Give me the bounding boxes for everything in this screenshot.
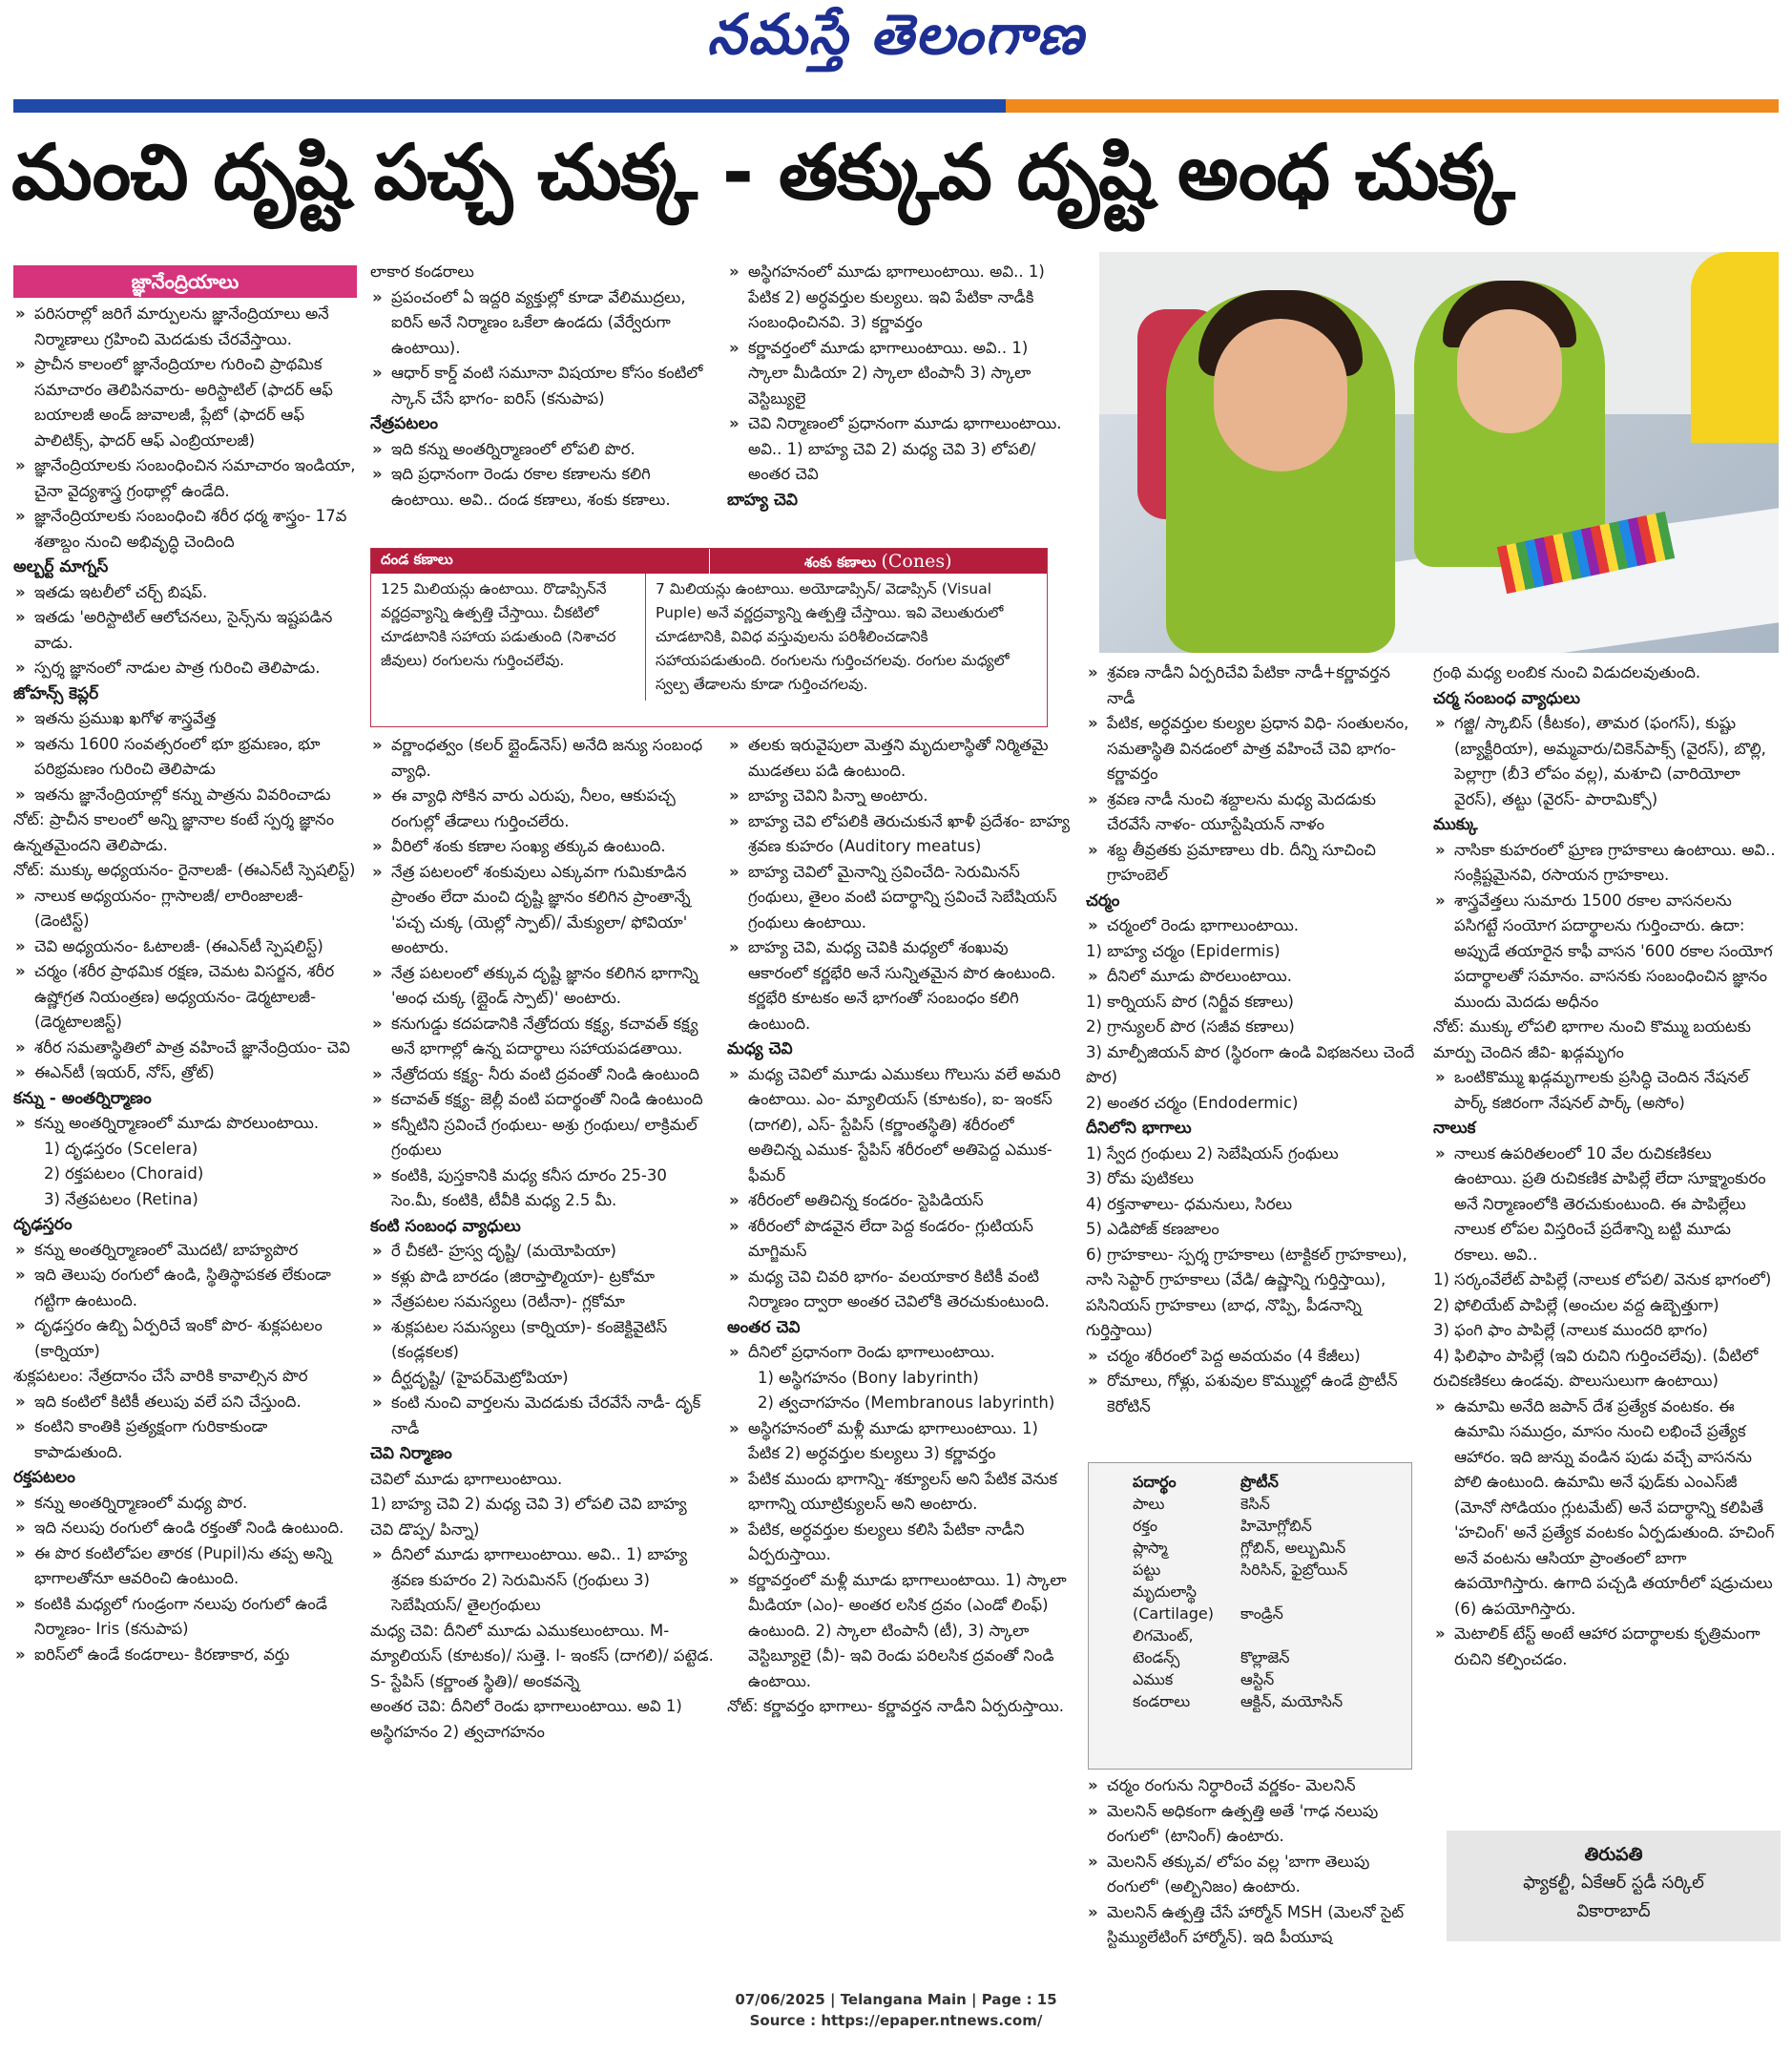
bullet-item: » స్పర్శ జ్ఞానంలో నాడుల పాత్ర గురించి తెలిపాడు. <box>13 656 357 681</box>
protein-substance: పట్టు <box>1133 1561 1161 1579</box>
bullet-item: » శబ్ద తీవ్రతకు ప్రమాణాలు db. దీన్ని సూచించి గ్రాహంబెల్ <box>1086 838 1420 889</box>
bullet-item: » కన్ను అంతర్నిర్మాణంలో మొదటి/ బాహ్యపొర <box>13 1238 357 1264</box>
bullet-item: » నేత్ర పటలంలో తక్కువ దృష్టి జ్ఞానం కలిగిన భాగాన్ని 'అంధ చుక్క (బ్లైండ్ స్పాట్)' అంటారు. <box>370 961 714 1012</box>
bullet-item: » చెవి అధ్యయనం- ఓటాలజీ- (ఈఎన్‌టీ స్పెషలిస్ట్) <box>13 934 357 960</box>
column-3-top-body <box>727 260 1071 513</box>
column-2-top <box>370 260 714 555</box>
column-2-bottom <box>370 733 714 1974</box>
bullet-item: » శాస్త్రవేత్తలు సుమారు 1500 రకాల వాసనలను పసిగట్టే సంయోగ పదార్థాలను గుర్తించారు. ఉదా: అప్పుడే తయారైన కాఫీ వాసన '600 రకాల సంయోగ పదార్థాలతో సమానం. వాసనకు సంబంధించిన జ్ఞానం ముందు మెదడు అధీనం <box>1433 889 1779 1016</box>
column-5 <box>1433 660 1779 1815</box>
bullet-item: » బాహ్య చెవిని పిన్నా అంటారు. <box>727 784 1071 809</box>
protein-table-header <box>1102 1471 1398 1493</box>
subheading: మధ్య చెవి <box>727 1039 793 1058</box>
bullet-item: » తలకు ఇరువైపులా మెత్తని మృదులాస్థితో నిర్మితమై ముడతలు పడి ఉంటుంది. <box>727 733 1071 784</box>
bullet-item: » రోమాలు, గోళ్లు, పశువుల కొమ్ముల్లో ఉండే ప్రొటీన్ కెరోటిన్ <box>1086 1369 1420 1419</box>
protein-row <box>1102 1603 1398 1624</box>
bullet-item: » చెవి నిర్మాణంలో ప్రధానంగా మూడు భాగాలుంటాయి. అవి.. 1) బాహ్య చెవి 2) మధ్య చెవి 3) లోపలి/ అంతర చెవి <box>727 411 1071 488</box>
protein-substance: టెండన్స్ <box>1133 1648 1180 1666</box>
protein-substance: పాలు <box>1133 1495 1165 1513</box>
bullet-item: » కర్ణావర్తంలో మళ్లీ మూడు భాగాలుంటాయి. 1) స్కాలా మీడియా (ఎం)- అంతర లసిక ద్రవం (ఎండో లింఫ్) ఉంటుంది. 2) స్కాలా టింపానీ (టీ), 3) స్కాలా వెస్టిబ్యూలై (వీ)- ఇవి రెండు పరిలసిక ద్రవంతో నిండి ఉంటాయి. <box>727 1568 1071 1695</box>
paragraph: నోట్: ముక్కు లోపలి భాగాల నుంచి కొమ్ము బయటకు మార్పు చెందిన జీవి- ఖడ్గమృగం <box>1433 1017 1751 1061</box>
protein-name: కాండ్రిన్ <box>1240 1604 1283 1623</box>
column-3-bottom <box>727 733 1071 1974</box>
table-head-cones-en: (Cones) <box>881 551 952 572</box>
column-1 <box>13 265 357 1974</box>
bullet-item: » చర్మంలో రెండు భాగాలుంటాయి. <box>1086 913 1420 939</box>
protein-substance: మృదులాస్థి <box>1133 1582 1198 1601</box>
bullet-item: » అస్థిగహనంలో మళ్లీ మూడు భాగాలుంటాయి. 1) పేటిక 2) అర్ధవర్తుల కుల్యలు 3) కర్ణావర్తం <box>727 1416 1071 1467</box>
masthead-rule-blue <box>13 99 1006 113</box>
bullet-item: » ప్రాచీన కాలంలో జ్ఞానేంద్రియాల గురించి ప్రాథమిక సమాచారం తెలిపినవారు- అరిస్టాటిల్ (ఫాదర్ ఆఫ్ బయాలజీ అండ్ జువాలజీ, ప్లేటో (ఫాదర్ ఆఫ్ పాలిటిక్స్, ఫాదర్ ఆఫ్ ఎంబ్రియాలజీ) <box>13 352 357 453</box>
paragraph: 2) త్వచాగహనం (Membranous labyrinth) <box>758 1393 1055 1412</box>
photo-girl-left-face <box>1214 319 1347 471</box>
subheading: నాలుక <box>1433 1119 1476 1138</box>
bullet-item: » పరిసరాల్లో జరిగే మార్పులను జ్ఞానేంద్రియాలు అనే నిర్మాణాలు గ్రహించి మెదడుకు చేరవేస్తాయి. <box>13 302 357 352</box>
photo-girl-left <box>1166 290 1395 653</box>
column-4-bottom-body <box>1086 1773 1420 1951</box>
paragraph: 5) ఎడిపోజ్ కణజాలం <box>1086 1220 1219 1238</box>
column-3-bottom-body <box>727 733 1071 1720</box>
paragraph: 3) ఫంగి ఫాం పాపిల్లే (నాలుక ముందరి భాగం) <box>1433 1321 1708 1339</box>
bullet-item: » చర్మం శరీరంలో పెద్ద అవయవం (4 కేజీలు) <box>1086 1344 1420 1370</box>
subheading: అల్బర్ట్ మాగ్నస్ <box>13 557 109 576</box>
protein-table <box>1088 1462 1412 1770</box>
bullet-item: » కన్నీటిని స్రవించే గ్రంథులు- అశ్రు గ్రంథులు/ లాక్రిమల్ గ్రంథులు <box>370 1113 714 1163</box>
table-header <box>371 549 1047 574</box>
protein-row <box>1102 1559 1398 1581</box>
bullet-item: » ఈ వ్యాధి సోకిన వారు ఎరుపు, నీలం, ఆకుపచ్చ రంగుల్లో తేడాలు గుర్తించలేరు. <box>370 784 714 834</box>
bullet-item: » నేత్రపటల సమస్యలు (రెటీనా)- గ్లకోమా <box>370 1289 714 1315</box>
bullet-item: » పేటిక, అర్ధవర్తుల కుల్యలు కలిసి పేటికా నాడీని ఏర్పరుస్తాయి. <box>727 1518 1071 1568</box>
masthead-rule-orange <box>1006 99 1779 113</box>
table-cell-cones: 7 మిలియన్లు ఉంటాయి. అయోడాప్సిన్/ వెడాప్సిన్ (Visual Puple) అనే వర్ణద్రవ్యాన్ని ఉత్పత్తి చేస్తాయి. ఇవి వెలుతురులో చూడటానికి, వివిధ వస్తువులను పరిశీలించడానికి సహాయపడుతుంది. రంగులను గుర్తించగలవు. రంగుల మధ్యలో స్వల్ప తేడాలను కూడా గుర్తించగలవు. <box>656 580 1010 693</box>
protein-substance: రక్తం <box>1133 1517 1157 1535</box>
table-body <box>371 574 1047 701</box>
protein-row <box>1102 1515 1398 1537</box>
rods-cones-table <box>370 548 1048 727</box>
bullet-item: » కంటికి మధ్యలో గుండ్రంగా నలుపు రంగులో ఉండే నిర్మాణం- Iris (కనుపాప) <box>13 1592 357 1643</box>
subheading: చెవి నిర్మాణం <box>370 1444 452 1463</box>
column-2-top-body <box>370 260 714 513</box>
protein-substance: (Cartilage) <box>1133 1604 1215 1623</box>
subheading: ముక్కు <box>1433 815 1478 834</box>
bullet-item: » కంటికి, పుస్తకానికి మధ్య కనీస దూరం 25-30 సెం.మీ, కంటికి, టీవీకి మధ్య 2.5 మీ. <box>370 1163 714 1214</box>
bullet-item: » ఇది కన్ను అంతర్నిర్మాణంలో లోపలి పొర. <box>370 437 714 463</box>
bullet-item: » దీనిలో మూడు పొరలుంటాయి. <box>1086 964 1420 990</box>
bullet-item: » ఆధార్ కార్డ్ వంటి సమూనా విషయాల కోసం కంటిలో స్కాన్ చేసే భాగం- ఐరిస్ (కనుపాప) <box>370 361 714 411</box>
bullet-item: » బాహ్య చెవి లోపలికి తెరుచుకునే ఖాళీ ప్రదేశం- బాహ్య శ్రవణ కుహరం (Auditory meatus) <box>727 809 1071 860</box>
paragraph: 2) రక్తపటలం (Choraid) <box>44 1164 204 1183</box>
subheading: కంటి సంబంధ వ్యాధులు <box>370 1216 521 1236</box>
bullet-item: » దీనిలో మూడు భాగాలుంటాయి. అవి.. 1) బాహ్య శ్రవణ కుహరం 2) సెరుమినస్ (గ్రంథులు 3) సెబేషియస్/ తైలగ్రంథులు <box>370 1542 714 1619</box>
photo-girl-right <box>1414 281 1605 567</box>
paragraph: 3) మాల్పీజియన్ పొర (స్థిరంగా ఉండి విభజనలు చెందే పొర) <box>1086 1042 1415 1086</box>
column-5-body <box>1433 660 1779 1672</box>
protein-substance: లిగమెంట్, <box>1133 1626 1194 1644</box>
paragraph: 2) అంతర చర్మం (Endodermic) <box>1086 1093 1299 1112</box>
bullet-item: » కంటిని కాంతికి ప్రత్యక్షంగా గురికాకుండా కాపాడుతుంది. <box>13 1414 357 1465</box>
footer-date-edition: 07/06/2025 | Telangana Main | Page : 15 <box>735 1991 1057 2008</box>
bullet-item: » దీనిలో ప్రధానంగా రెండు భాగాలుంటాయి. <box>727 1340 1071 1366</box>
author-box <box>1447 1831 1781 1941</box>
protein-name: హిమోగ్లోబిన్ <box>1240 1517 1312 1535</box>
paragraph: నోట్: ప్రాచీన కాలంలో అన్ని జ్ఞానాల కంటే స్పర్శ జ్ఞానం ఉన్నతమైందని తెలిపాడు. <box>13 810 335 854</box>
author-role: ఫ్యాకల్టీ, ఏకేఆర్ స్టడీ సర్కిల్ <box>1523 1873 1704 1893</box>
subheading: నేత్రపటలం <box>370 414 439 433</box>
bullet-item: » చర్మం (శరీర ప్రాథమిక రక్షణ, చెమట విసర్జన, శరీర ఉష్ణోగ్రత నియంత్రణ) అధ్యయనం- డెర్మటాలజీ- (డెర్మటాలజిస్ట్) <box>13 959 357 1036</box>
protein-head-substance: పదార్థం <box>1133 1473 1177 1491</box>
bullet-item: » మెలనిన్ అధికంగా ఉత్పత్తి అతే 'గాఢ నలుపు రంగులో' (టానింగ్) ఉంటారు. <box>1086 1799 1420 1850</box>
protein-table-rows <box>1102 1493 1398 1712</box>
bullet-item: » ఈ పొర కంటిలోపల తారక (Pupil)ను తప్ప అన్ని భాగాలతోనూ ఆవరించి ఉంటుంది. <box>13 1541 357 1592</box>
protein-head-protein: ప్రొటీన్ <box>1240 1473 1279 1491</box>
bullet-item: » ఇది తెలుపు రంగులో ఉండి, స్థితిస్థాపకత లేకుండా గట్టిగా ఉంటుంది. <box>13 1263 357 1313</box>
paragraph: 1) బాహ్య చర్మం (Epidermis) <box>1086 941 1281 960</box>
protein-name: గ్లోబిన్, అల్బుమిన్ <box>1240 1539 1346 1557</box>
subheading: చర్మం <box>1086 890 1120 911</box>
bullet-item: » శరీరంలో పొడవైన లేదా పెద్ద కండరం- గ్లుటియస్ మాగ్జిమస్ <box>727 1214 1071 1265</box>
bullet-item: » ఉమామి అనేది జపాన్ దేశ ప్రత్యేక వంటకం. ఈ ఉమామి సముద్రం, మాసం నుంచి లభించే ప్రత్యేక ఆహారం. ఇది జున్ను వండిన పుడు వచ్చే వాసనను పోలి ఉంటుంది. ఉమామి అనే ఫుడ్‌కు ఎంఎస్‌జీ (మోనో సోడియం గ్లుటమేట్) అనే పదార్థాన్ని కలిపితే 'హచింగ్' అనే ప్రత్యేక వంటకం ఏర్పడుతుంది. హచింగ్ అనే వంటను ఆసియా ప్రాంతంలో బాగా ఉపయోగిస్తారు. ఉగాది పచ్చడి తయారీలో షడ్రుచులు (6) ఉపయోగిస్తారు. <box>1433 1394 1779 1623</box>
bullet-item: » ఇతడు 'అరిస్టాటిల్ ఆలోచనలు, సైన్స్‌ను ఇష్టపడిన వాడు. <box>13 605 357 656</box>
subheading: రక్తపటలం <box>13 1468 75 1487</box>
subheading: దీనిలోని భాగాలు <box>1086 1119 1192 1138</box>
protein-substance: కండరాలు <box>1133 1692 1191 1710</box>
table-head-rods: దండ కణాలు <box>371 549 710 574</box>
bullet-item: » నాసికా కుహరంలో ఘ్రాణ గ్రాహకాలు ఉంటాయి. అవి.. సంక్లిష్టమైనవి, రసాయన గ్రాహకాలు. <box>1433 838 1779 889</box>
paragraph: 1) బాహ్య చెవి 2) మధ్య చెవి 3) లోపలి చెవి బాహ్య చెవి డొప్ప/ పిన్నా) <box>370 1495 687 1539</box>
author-name: తిరుపతి <box>1584 1844 1643 1865</box>
paragraph: 1) స్వేద గ్రంథులు 2) సెబేషియస్ గ్రంథులు <box>1086 1143 1339 1163</box>
table-head-cones <box>710 549 1048 574</box>
paragraph: 1) కార్నియస్ పొర (నిర్జీవ కణాలు) <box>1086 992 1294 1011</box>
bullet-item: » బాహ్య చెవి, మధ్య చెవికి మధ్యలో శంఖువు ఆకారంలో కర్ణభేరి అనే సున్నితమైన పొర ఉంటుంది. కర్ణభేరి కూటకం అనే భాగంతో సంబంధం కలిగి ఉంటుంది. <box>727 935 1071 1037</box>
protein-name <box>1240 1581 1398 1603</box>
bullet-item: » పేటిక ముందు భాగాన్ని- శక్యూలస్ అని పేటిక వెనుక భాగాన్ని యూట్రిక్యులస్ అని అంటారు. <box>727 1467 1071 1518</box>
photo-adult <box>1691 252 1779 443</box>
protein-substance: ఎముక <box>1133 1670 1174 1688</box>
bullet-item: » చర్మం రంగును నిర్ధారించే వర్ణకం- మెలనిన్ <box>1086 1773 1420 1799</box>
bullet-item: » శరీరంలో అతిచిన్న కండరం- స్టెపిడియస్ <box>727 1188 1071 1214</box>
table-head-cones-te: శంకు కణాలు <box>803 554 877 571</box>
protein-row <box>1102 1493 1398 1515</box>
paragraph: అంతర చెవి: దీనిలో రెండు భాగాలుంటాయి. అవి 1) అస్థిగహనం 2) త్వచాగహనం <box>370 1697 682 1741</box>
bullet-item: » జ్ఞానేంద్రియాలకు సంబంధించి శరీర ధర్మ శాస్త్రం- 17వ శతాబ్దం నుంచి అభివృద్ధి చెందింది <box>13 504 357 555</box>
bullet-item: » జ్ఞానేంద్రియాలకు సంబంధించిన సమాచారం ఇండియా, చైనా వైద్యశాస్త్ర గ్రంథాల్లో ఉండేది. <box>13 453 357 504</box>
bullet-item: » కళ్లు పొడి బారడం (జిరాప్తాల్మియా)- ట్రకోమా <box>370 1265 714 1290</box>
classroom-photo <box>1099 252 1779 653</box>
footer-source-link[interactable]: Source : https://epaper.ntnews.com/ <box>749 2012 1043 2029</box>
paragraph: 3) నేత్రపటలం (Retina) <box>44 1189 198 1208</box>
bullet-item: » పేటిక, అర్ధవర్తుల కుల్యల ప్రధాన విధి- సంతులనం, సమతాస్థితి వినడంలో పాత్ర వహించే చెవి భాగం- కర్ణావర్తం <box>1086 711 1420 787</box>
paragraph: 3) రోమ పుటికలు <box>1086 1169 1194 1187</box>
protein-name: ఆస్టిన్ <box>1240 1670 1275 1688</box>
bullet-item: » మధ్య చెవి చివరి భాగం- వలయాకార కిటికీ వంటి నిర్మాణం ద్వారా అంతర చెవిలోకి తెరచుకుంటుంది. <box>727 1265 1071 1315</box>
protein-row <box>1102 1537 1398 1559</box>
bullet-item: » నాలుక అధ్యయనం- గ్లాసాలజీ/ లారింజాలజీ- (డెంటిస్ట్) <box>13 884 357 934</box>
bullet-item: » దృఢస్తరం ఉబ్బి ఏర్పరిచే ఇంకో పొర- శుక్లపటలం (కార్నియా) <box>13 1313 357 1364</box>
bullet-item: » ఇది కంటిలో కిటికీ తలుపు వలే పని చేస్తుంది. <box>13 1390 357 1415</box>
protein-name <box>1240 1624 1398 1646</box>
bullet-item: » కచావత్ కక్ష్య- జెల్లీ వంటి పదార్థంతో నిండి ఉంటుంది <box>370 1087 714 1113</box>
paragraph: నోట్: ముక్కు అధ్యయనం- రైనాలజీ- (ఈఎన్‌టీ స్పెషలిస్ట్) <box>13 861 356 879</box>
protein-name: కెసిన్ <box>1240 1495 1270 1513</box>
paragraph: మధ్య చెవి: దీనిలో మూడు ఎముకలుంటాయి. M- మ్యాలియస్ (కూటకం)/ సుత్తె. I- ఇంకస్ (దాగలి)/ పట్టెడ. S- స్టేపిస్ (కర్ణాంత స్థితి)/ అంకవన్నె <box>370 1621 714 1690</box>
bullet-item: » ఇతడు ఇటలీలో చర్చ్ బిషప్. <box>13 580 357 606</box>
bullet-item: » వర్ణాంధత్వం (కలర్ బ్లైండ్‌నెస్) అనేది జన్యు సంబంధ వ్యాధి. <box>370 733 714 784</box>
article-headline: మంచి దృష్టి పచ్చ చుక్క - తక్కువ దృష్టి అంధ చుక్క <box>11 128 1514 217</box>
bullet-item: » ఇతను 1600 సంవత్సరంలో భూ భ్రమణం, భూ పరిభ్రమణం గురించి తెలిపాడు <box>13 732 357 783</box>
paragraph: 6) గ్రాహకాలు- స్పర్శ గ్రాహకాలు (టాక్టికల్ గ్రాహకాలు), నాసి సెప్టార్ గ్రాహకాలు (వేడి/ ఉష్ణాన్ని గుర్తిస్తాయి), పసినియస్ గ్రాహకాలు (బాధ, నొప్పి, పీడనాన్ని గుర్తిస్తాయి) <box>1086 1245 1407 1339</box>
bullet-item: » అస్థిగహనంలో మూడు భాగాలుంటాయి. అవి.. 1) పేటిక 2) అర్ధవర్తుల కుల్యలు. ఇవి పేటికా నాడీకి సంబంధించినవి. 3) కర్ణావర్తం <box>727 260 1071 336</box>
bullet-item: » శరీర సమతాస్థితిలో పాత్ర వహించే జ్ఞానేంద్రియం- చెవి <box>13 1036 357 1061</box>
subheading: అంతర చెవి <box>727 1317 801 1337</box>
paragraph: 4) రక్తనాళాలు- ధమనులు, సిరలు <box>1086 1194 1293 1213</box>
paragraph: శుక్లపటలం: నేత్రదానం చేసే వారికి కావాల్సిన పొర <box>13 1367 308 1385</box>
table-cell-rods: 125 మిలియన్లు ఉంటాయి. రొడాప్సిన్‌నే వర్ణద్రవ్యాన్ని ఉత్పత్తి చేస్తాయి. చీకటిలో చూడటానికి సహాయ పడుతుంది (నిశాచర జీవులు) రంగులను గుర్తించలేవు. <box>371 574 646 701</box>
subheading: చర్మ సంబంధ వ్యాధులు <box>1433 688 1580 708</box>
paragraph: 2) గ్రాన్యులర్ పొర (సజీవ కణాలు) <box>1086 1017 1295 1036</box>
photo-girl-right-face <box>1457 309 1562 433</box>
subheading: దృఢస్తరం <box>13 1215 73 1234</box>
column-3-top <box>727 260 1071 555</box>
protein-substance: ప్లాస్మా <box>1133 1539 1168 1557</box>
bullet-item: » ఇతను ప్రముఖ ఖగోళ శాస్త్రవేత్త <box>13 706 357 732</box>
page-footer <box>0 1989 1792 2031</box>
bullet-item: » కన్ను అంతర్నిర్మాణంలో మధ్య పొర. <box>13 1491 357 1517</box>
bullet-item: » ప్రపంచంలో ఏ ఇద్దరి వ్యక్తుల్లో కూడా వేలిముద్రలు, ఐరిస్ అనే నిర్మాణం ఒకేలా ఉండదు (వేర్వేరుగా ఉంటాయి). <box>370 285 714 362</box>
protein-row <box>1102 1624 1398 1646</box>
bullet-item: » కనుగుడ్డు కదపడానికి నేత్రోదయ కక్ష్య, కచావత్ కక్ష్య అనే భాగాల్లో ఉన్న పదార్థాలు సహాయపడతాయి. <box>370 1012 714 1062</box>
paragraph: నోట్: కర్ణావర్తం భాగాలు- కర్ణావర్తన నాడీని ఏర్పరుస్తాయి. <box>727 1697 1064 1715</box>
author-place: వికారాబాద్ <box>1576 1901 1651 1921</box>
paragraph: లాకార కండరాలు <box>370 262 474 281</box>
protein-name: కొల్లాజెన్ <box>1240 1648 1290 1666</box>
bullet-item: » నేత్ర పటలంలో శంకువులు ఎక్కువగా గుమికూడిన ప్రాంతం లేదా మంచి దృష్టి జ్ఞానం కలిగిన ప్రాంతాన్నే 'పచ్చ చుక్క (యెల్లో స్పాట్)/ మేక్యులా/ ఫోవియా' అంటారు. <box>370 860 714 961</box>
bullet-item: » కంటి నుంచి వార్తలను మెదడుకు చేరవేసే నాడీ- దృక్ నాడీ <box>370 1391 714 1441</box>
column-1-body <box>13 302 357 1667</box>
bullet-item: » కన్ను అంతర్నిర్మాణంలో మూడు పొరలుంటాయి. <box>13 1111 357 1137</box>
bullet-item: » శ్రవణ నాడీని ఏర్పరిచేవి పేటికా నాడీ+కర్ణావర్తన నాడీ <box>1086 660 1420 711</box>
bullet-item: » కర్ణావర్తంలో మూడు భాగాలుంటాయి. అవి.. 1) స్కాలా మీడియా 2) స్కాలా టింపానీ 3) స్కాలా వెస్టిబ్యులై <box>727 336 1071 412</box>
bullet-item: » శుక్లపటల సమస్యలు (కార్నియా)- కంజెక్టివైటిస్ (కండ్లకలక) <box>370 1315 714 1366</box>
subheading: జోహన్స్ కెప్లర్ <box>13 683 99 703</box>
paragraph: 2) ఫోలియేట్ పాపిల్లే (అంచుల వద్ద ఉబ్బెత్తుగా) <box>1433 1295 1719 1314</box>
protein-name: సిరిసిన్, ఫైబ్రోయిన్ <box>1240 1561 1348 1579</box>
bullet-item: » ఇది ప్రధానంగా రెండు రకాల కణాలను కలిగి ఉంటాయి. అవి.. దండ కణాలు, శంకు కణాలు. <box>370 462 714 513</box>
bullet-item: » మెలనిన్ ఉత్పత్తి చేసే హార్మోన్ MSH (మెలనో సైట్ స్టిమ్యులేటింగ్ హార్మోన్). ఇది పీయూష <box>1086 1900 1420 1951</box>
protein-row <box>1102 1668 1398 1690</box>
bullet-item: » వీరిలో శంకు కణాల సంఖ్య తక్కువ ఉంటుంది. <box>370 834 714 860</box>
bullet-item: » ఈఎన్‌టీ (ఇయర్, నోస్, త్రోట్) <box>13 1060 357 1086</box>
column-4 <box>1086 660 1420 1491</box>
bullet-item: » శ్రవణ నాడీ నుంచి శబ్దాలను మధ్య మెదడుకు చేరవేసే నాళం- యూస్టేషియన్ నాళం <box>1086 787 1420 838</box>
paragraph: చెవిలో మూడు భాగాలుంటాయి. <box>370 1469 563 1488</box>
bullet-item: » మెటాలిక్ టేస్ట్ అంటే ఆహార పదార్థాలకు కృత్రిమంగా రుచిని కల్పించడం. <box>1433 1622 1779 1672</box>
bullet-item: » గజ్జి/ స్కాబిస్ (కీటకం), తామర (ఫంగస్), కుష్టు (బ్యాక్టీరియా), అమ్మవారు/చికెన్‌పాక్స్ (వైరస్), బొల్లి, పెల్లాగ్రా (బీ3 లోపం వల్ల), మశూచి (వారియోలా వైరస్), తట్టు (వైరస్- పారామిక్సో) <box>1433 711 1779 812</box>
column-4-bottom <box>1086 1773 1420 1983</box>
subheading: బాహ్య చెవి <box>727 490 798 510</box>
bullet-item: » మెలనిన్ తక్కువ/ లోపం వల్ల 'బాగా తెలుపు రంగులో' (అల్బినిజం) ఉంటారు. <box>1086 1850 1420 1900</box>
bullet-item: » బాహ్య చెవిలో మైనాన్ని స్రవించేది- సెరుమినస్ గ్రంథులు, తైలం వంటి పదార్థాన్ని స్రవించే సెబేషియస్ గ్రంథులు ఉంటాయి. <box>727 860 1071 936</box>
bullet-item: » నాలుక ఉపరితలంలో 10 వేల రుచికణికలు ఉంటాయి. ప్రతి రుచికణిక పాపిల్లే లేదా సూక్ష్మాంకురం అనే నిర్మాణంలోకి తెరచుకుంటుంది. ఈ పాపిల్లేలు నాలుక లోపల విస్తరించే ప్రదేశాన్ని బట్టి మూడు రకాలు. అవి.. <box>1433 1142 1779 1268</box>
masthead <box>0 0 1792 113</box>
bullet-item: » ఇతను జ్ఞానేంద్రియాల్లో కన్ను పాత్రను వివరించాడు <box>13 783 357 808</box>
section-banner: జ్ఞానేంద్రియాలు <box>13 265 357 298</box>
bullet-item: » నేత్రోదయ కక్ష్య- నీరు వంటి ద్రవంతో నిండి ఉంటుంది <box>370 1062 714 1088</box>
bullet-item: » ఇది నలుపు రంగులో ఉండి రక్తంతో నిండి ఉంటుంది. <box>13 1516 357 1541</box>
bullet-item: » దీర్ఘదృష్టి/ (హైపర్‌మెట్రోపియా) <box>370 1366 714 1392</box>
column-4-body <box>1086 660 1420 1419</box>
bullet-item: » మధ్య చెవిలో మూడు ఎముకలు గొలుసు వలే అమరి ఉంటాయి. ఎం- మ్యాలియస్ (కూటకం), ఐ- ఇంకస్ (దాగలి), ఎస్- స్టేపిస్ (కర్ణాంతస్థితి) శరీరంలో అతిచిన్న ఎముక- స్టేపిస్ శరీరంలో అతిపెద్ద ఎముక- ఫీమర్ <box>727 1062 1071 1189</box>
protein-name: ఆక్టిన్, మయోసిన్ <box>1240 1692 1344 1710</box>
paragraph: 1) అస్థిగహనం (Bony labyrinth) <box>758 1368 979 1387</box>
protein-row <box>1102 1646 1398 1668</box>
paragraph: 1) దృఢస్తరం (Scelera) <box>44 1139 198 1158</box>
bullet-item: » ఐరిస్‌లో ఉండే కండరాలు- కిరణాకార, వర్తు <box>13 1643 357 1668</box>
bullet-item: » రే చీకటి- హ్రస్వ దృష్టి/ (మయోపియా) <box>370 1239 714 1265</box>
paragraph: గ్రంథి మధ్య లంబిక నుంచి విడుదలవుతుంది. <box>1433 663 1701 681</box>
bullet-item: » ఒంటికొమ్ము ఖడ్గమృగాలకు ప్రసిద్ధి చెందిన నేషనల్ పార్క్ కజిరంగా నేషనల్ పార్క్ (అసోం) <box>1433 1065 1779 1116</box>
protein-row <box>1102 1581 1398 1603</box>
paragraph: 1) సర్కంవేలేట్ పాపిల్లే (నాలుక లోపలి/ వెనుక భాగంలో) <box>1433 1270 1772 1288</box>
protein-row <box>1102 1690 1398 1712</box>
newspaper-logo: నమస్తే తెలంగాణ <box>707 2 1085 67</box>
subheading: కన్ను - అంతర్నిర్మాణం <box>13 1088 152 1108</box>
paragraph: 4) ఫిలిఫాం పాపిల్లే (ఇవి రుచిని గుర్తించలేవు). (వీటిలో రుచికణికలు ఉండవు. పొలుసులుగా ఉంటాయి) <box>1433 1346 1759 1390</box>
column-2-bottom-body <box>370 733 714 1745</box>
